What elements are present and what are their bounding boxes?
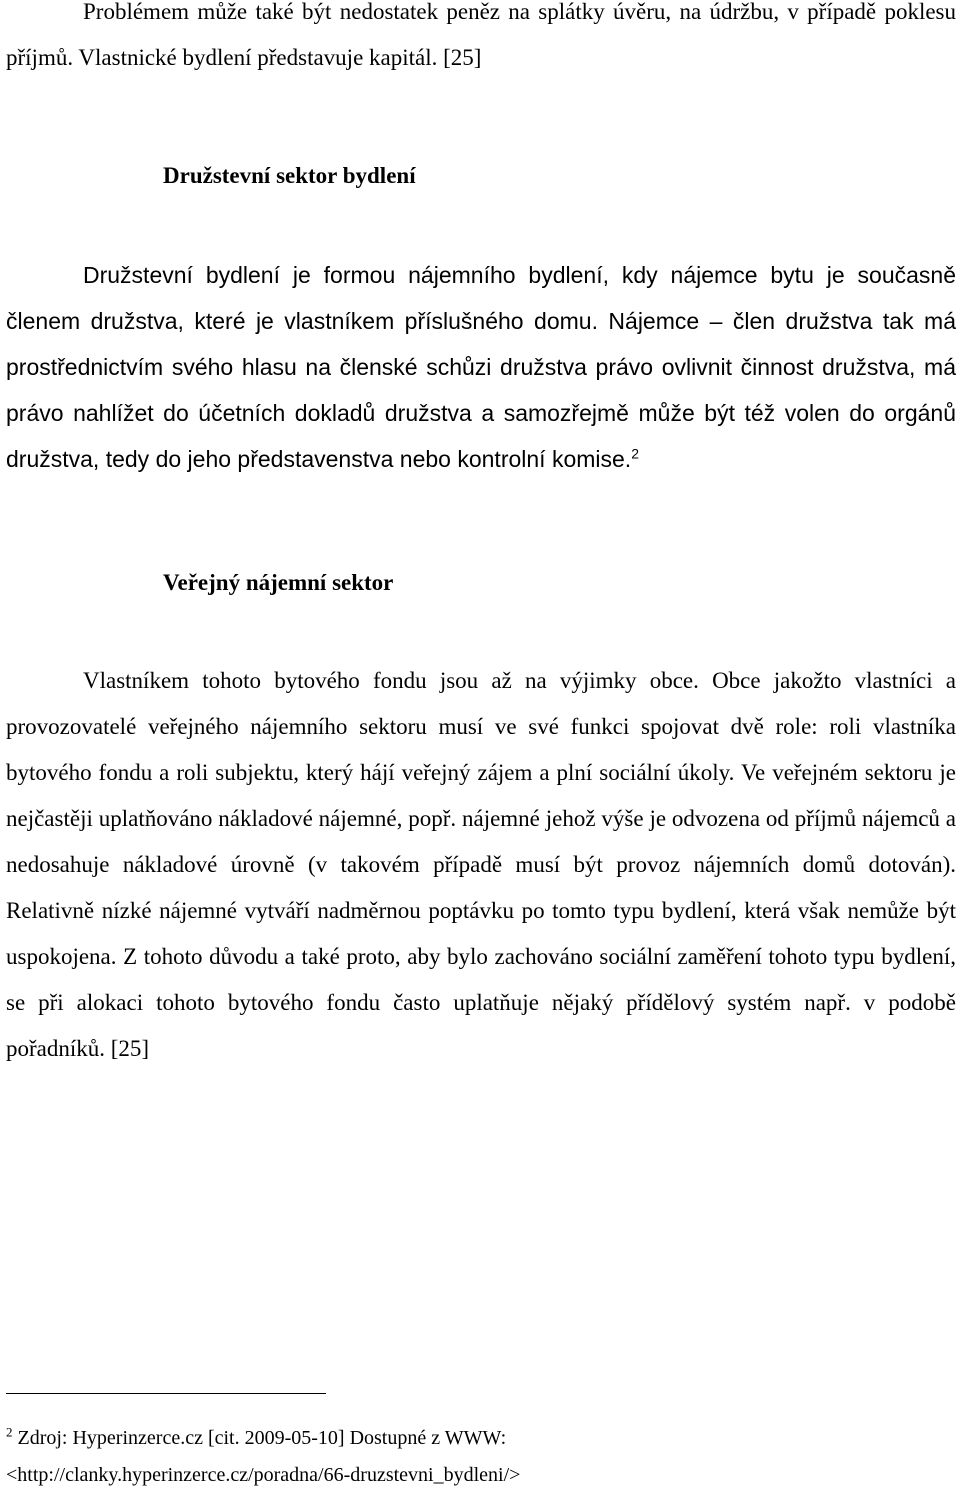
footnote-source-text: Zdroj: Hyperinzerce.cz [cit. 2009-05-10] Dostupné z WWW: bbox=[17, 1427, 507, 1449]
paragraph-cooperative-housing-text: Družstevní bydlení je formou nájemního bydlení, kdy nájemce bytu je současně členem družstva, které je vlastníkem příslušného domu. Nájemce – člen družstva tak má prostřednictvím svého hlasu na členské schůzi družstva právo ovlivnit činnost družstva, má právo nahlížet do účetních dokladů družstva a samozřejmě může být též volen do orgánů družstva, tedy do jeho představenstva nebo kontrolní komise. bbox=[6, 262, 956, 472]
paragraph-public-rental-housing: Vlastníkem tohoto bytového fondu jsou až na výjimky obce. Obce jakožto vlastníci a provozovatelé veřejného nájemního sektoru musí ve své funkci spojovat dvě role: roli vlastníka bytového fondu a roli subjektu, který hájí veřejný zájem a plní sociální úkoly. Ve veřejném sektoru je nejčastěji uplatňováno nákladové nájemné, popř. nájemné jehož výše je odvozena od příjmů nájemců a nedosahuje nákladové úrovně (v takovém případě musí být provoz nájemních domů dotován). Relativně nízké nájemné vytváří nadměrnou poptávku po tomto typu bydlení, která však nemůže být uspokojena. Z tohoto důvodu a také proto, aby bylo zachováno sociální zaměření tohoto typu bydlení, se při alokaci tohoto bytového fondu často uplatňuje nějaký přídělový systém např. v podobě pořadníků. [25] bbox=[6, 668, 956, 1061]
footnote bbox=[6, 1420, 946, 1494]
footnote-number: 2 bbox=[6, 1424, 13, 1440]
heading-public-rental-sector: Veřejný nájemní sektor bbox=[163, 570, 394, 595]
footnote-separator bbox=[6, 1393, 326, 1394]
paragraph-ownership-problems: Problémem může také být nedostatek peněz na splátky úvěru, na údržbu, v případě poklesu příjmů. Vlastnické bydlení představuje kapitál. [25] bbox=[6, 0, 956, 70]
footnote-reference[interactable]: 2 bbox=[631, 445, 639, 462]
footnote-url-link[interactable]: <http://clanky.hyperinzerce.cz/poradna/66-druzstevni_bydleni/> bbox=[6, 1464, 521, 1486]
heading-cooperative-sector: Družstevní sektor bydlení bbox=[163, 163, 416, 188]
paragraph-cooperative-housing bbox=[6, 252, 956, 482]
